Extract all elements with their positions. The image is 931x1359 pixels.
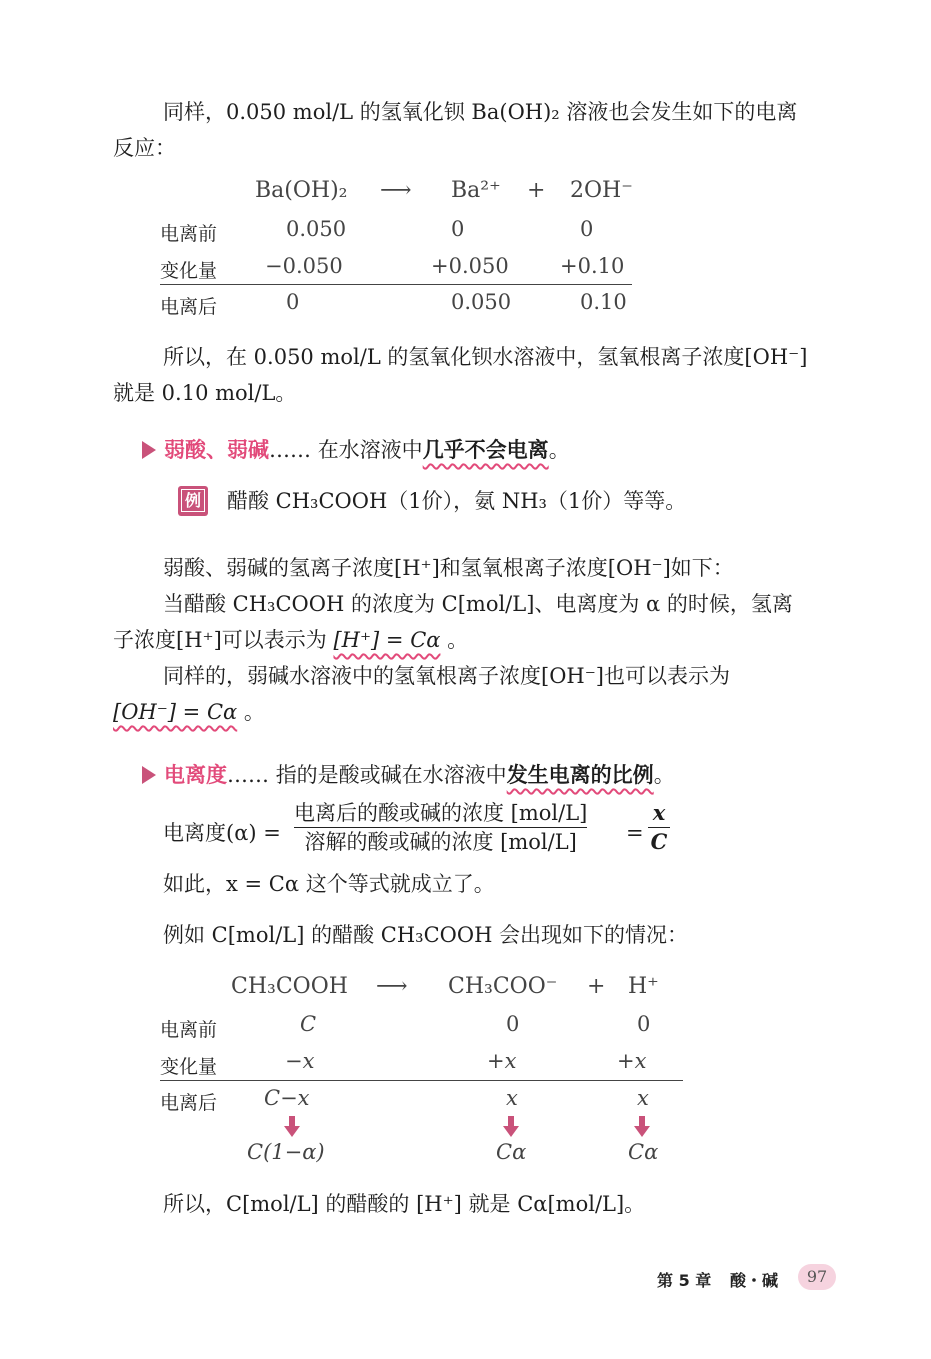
formula-denominator: 溶解的酸或碱的浓度 [mol/L] xyxy=(304,830,577,854)
para2-line2: 就是 0.10 mol/L。 xyxy=(113,381,297,405)
table1-product2: 2OH⁻ xyxy=(570,178,633,203)
formula-rhs-numerator: x xyxy=(652,800,666,825)
table2-product2: H⁺ xyxy=(628,974,659,999)
table1-plus: + xyxy=(527,178,546,203)
para6: 所以，C[mol/L] 的醋酸的 [H⁺] 就是 Cα[mol/L]。 xyxy=(163,1192,646,1216)
h-plus-formula: [H⁺] = Cα xyxy=(333,628,441,652)
table2-reactant: CH₃COOH xyxy=(231,974,348,999)
para3-line5 xyxy=(113,694,265,730)
table2-row-label: 变化量 xyxy=(160,1056,218,1078)
example-badge-icon xyxy=(178,486,208,516)
table2-cell: +x xyxy=(487,1049,517,1073)
table2-result: Cα xyxy=(628,1140,659,1164)
table2-plus: + xyxy=(587,974,606,999)
para1-line2: 反应： xyxy=(113,136,176,160)
table2-cell: −x xyxy=(285,1049,315,1073)
para3-line3-text: 子浓度[H⁺]可以表示为 xyxy=(113,628,334,652)
formula-rhs-fraction xyxy=(648,800,670,855)
para3-line2: 当醋酸 CH₃COOH 的浓度为 C[mol/L]、电离度为 α 的时候，氢离 xyxy=(163,592,793,616)
weak-heading-emphasis: 几乎不会电离 xyxy=(422,438,549,462)
formula-fraction xyxy=(294,800,587,855)
example-badge-label: 例 xyxy=(181,489,205,512)
page-number: 97 xyxy=(798,1264,836,1290)
table1-cell: −0.050 xyxy=(265,254,343,278)
para4: 如此，x = Cα 这个等式就成立了。 xyxy=(163,872,495,896)
bullet-triangle-icon xyxy=(142,766,156,784)
table1-cell: 0.10 xyxy=(580,290,627,314)
bullet-triangle-icon xyxy=(142,441,156,459)
footer-chapter: 第 5 章 xyxy=(657,1271,712,1290)
table2-row-label: 电离前 xyxy=(160,1019,218,1041)
formula-numerator: 电离后的酸或碱的浓度 [mol/L] xyxy=(294,801,588,825)
table1-product1: Ba²⁺ xyxy=(451,178,501,203)
table2-cell: 0 xyxy=(506,1012,520,1036)
table1-cell: 0.050 xyxy=(451,290,512,314)
weak-heading-dots: …… xyxy=(269,438,311,462)
weak-heading-title: 弱酸、弱碱 xyxy=(164,438,269,462)
formula-rhs-denominator: C xyxy=(650,829,668,854)
table2-arrow: ⟶ xyxy=(376,974,408,999)
fraction-bar xyxy=(294,827,587,828)
table2-result: C(1−α) xyxy=(247,1140,325,1164)
table1-cell: 0.050 xyxy=(286,217,347,241)
table1-arrow: ⟶ xyxy=(380,178,412,203)
table2-cell: C−x xyxy=(264,1086,310,1110)
down-arrow-icon xyxy=(634,1116,650,1138)
table2-cell: C xyxy=(300,1012,317,1036)
para3-line3-end: 。 xyxy=(440,628,469,652)
table2-result: Cα xyxy=(496,1140,527,1164)
table1-cell: 0 xyxy=(451,217,465,241)
table2-product1: CH₃COO⁻ xyxy=(448,974,558,999)
para5: 例如 C[mol/L] 的醋酸 CH₃COOH 会出现如下的情况： xyxy=(163,923,689,947)
table1-cell: 0 xyxy=(286,290,300,314)
table2-cell: +x xyxy=(617,1049,647,1073)
para3-line5-end: 。 xyxy=(237,700,265,724)
table1-reactant: Ba(OH)₂ xyxy=(255,178,348,203)
table1-row-label: 电离后 xyxy=(160,296,218,318)
para3-line1: 弱酸、弱碱的氢离子浓度[H⁺]和氢氧根离子浓度[OH⁻]如下： xyxy=(163,556,734,580)
example-text: 醋酸 CH₃COOH（1价），氨 NH₃（1价）等等。 xyxy=(227,489,687,513)
weak-heading-text: 在水溶液中 xyxy=(317,438,423,462)
ionization-heading xyxy=(164,757,675,793)
weak-heading-end: 。 xyxy=(548,438,570,462)
table2-row-label: 电离后 xyxy=(160,1092,218,1114)
table2-cell: 0 xyxy=(637,1012,651,1036)
fraction-bar xyxy=(648,827,670,828)
formula-lhs: 电离度(α) = xyxy=(163,821,281,845)
table1-cell: +0.10 xyxy=(560,254,625,278)
oh-minus-formula: [OH⁻] = Cα xyxy=(113,700,238,724)
table2-divider xyxy=(160,1080,683,1081)
ionization-heading-title: 电离度 xyxy=(164,763,227,787)
down-arrow-icon xyxy=(284,1116,300,1138)
table1-divider xyxy=(160,284,632,285)
table2-cell: x xyxy=(637,1086,649,1110)
ionization-heading-text: 指的是酸或碱在水溶液中 xyxy=(275,763,507,787)
table1-row-label: 变化量 xyxy=(160,260,218,282)
ionization-heading-end: 。 xyxy=(653,763,675,787)
para3-line4: 同样的，弱碱水溶液中的氢氧根离子浓度[OH⁻]也可以表示为 xyxy=(163,664,730,688)
table2-cell: x xyxy=(506,1086,518,1110)
table1-cell: 0 xyxy=(580,217,594,241)
ionization-heading-dots: …… xyxy=(227,763,269,787)
down-arrow-icon xyxy=(503,1116,519,1138)
table1-row-label: 电离前 xyxy=(160,223,218,245)
para3-line3 xyxy=(113,622,468,658)
para2-line1: 所以，在 0.050 mol/L 的氢氧化钡水溶液中，氢氧根离子浓度[OH⁻] xyxy=(163,345,808,369)
ionization-heading-emphasis: 发生电离的比例 xyxy=(506,763,654,787)
weak-heading xyxy=(164,432,570,468)
para1-line1: 同样，0.050 mol/L 的氢氧化钡 Ba(OH)₂ 溶液也会发生如下的电离 xyxy=(163,100,798,124)
table1-cell: +0.050 xyxy=(431,254,509,278)
formula-equals: = xyxy=(626,821,644,845)
footer-topic: 酸・碱 xyxy=(730,1271,779,1290)
